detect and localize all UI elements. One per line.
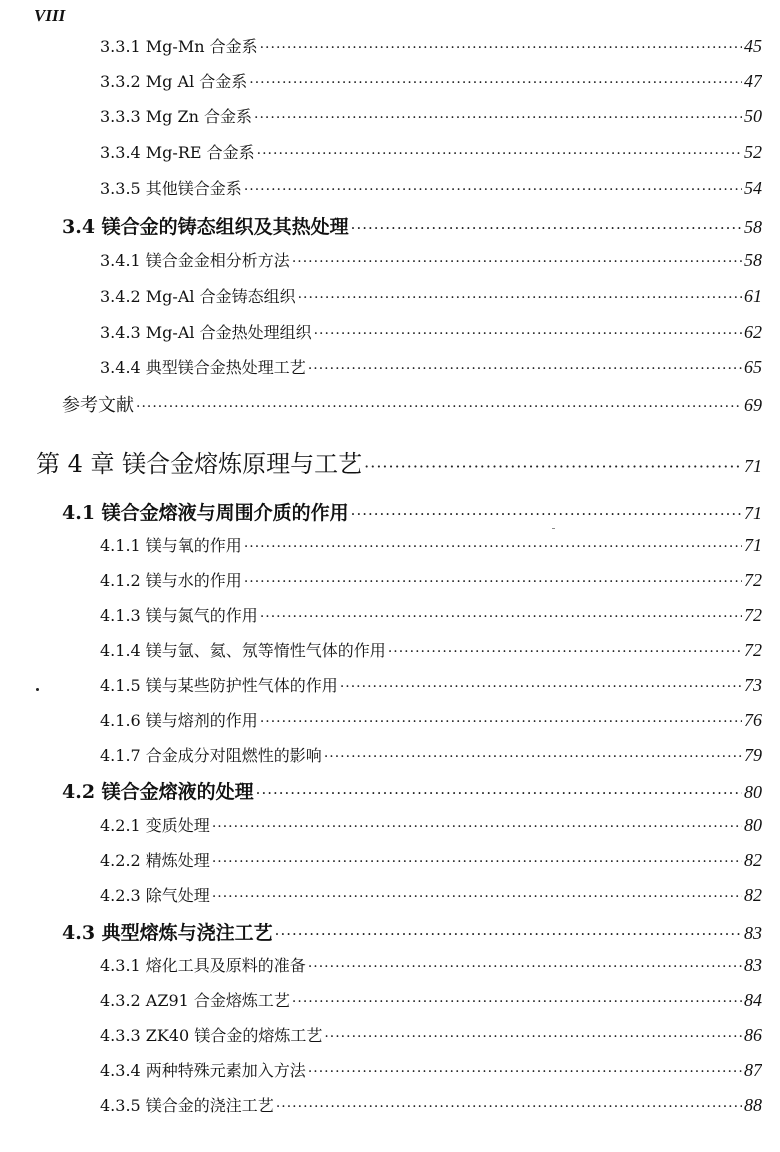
toc-entry <box>100 1023 762 1046</box>
toc-entry <box>100 638 762 661</box>
toc-entry-page: 47 <box>744 71 762 91</box>
toc-entry-page: 73 <box>744 675 762 695</box>
toc-entry <box>100 355 762 378</box>
dot-leader <box>249 75 742 91</box>
toc-entry-title: 4.1.5 镁与某些防护性气体的作用 <box>100 676 338 695</box>
toc-entry-page: 83 <box>744 955 762 975</box>
toc-entry-title: 第 4 章 镁合金熔炼原理与工艺 <box>36 450 363 478</box>
dot-leader <box>308 1064 742 1080</box>
toc-entry-title: 4.3.2 AZ91 合金熔炼工艺 <box>100 991 290 1010</box>
toc-entry <box>62 498 762 525</box>
toc-entry <box>100 104 762 127</box>
dot-leader <box>340 679 742 695</box>
toc-entry-title: 4.3.5 镁合金的浇注工艺 <box>100 1096 274 1115</box>
toc-entry <box>100 284 762 307</box>
dot-leader <box>257 146 742 162</box>
toc-entry-page: 52 <box>744 142 762 162</box>
toc-entry-page: 58 <box>744 250 762 270</box>
dot-leader <box>244 539 742 555</box>
dot-leader <box>292 254 742 270</box>
toc-entry-page: 61 <box>744 286 762 306</box>
toc-entry-page: 72 <box>744 640 762 660</box>
toc-entry <box>62 918 762 945</box>
toc-entry <box>62 212 762 239</box>
toc-entry <box>100 848 762 871</box>
scan-speck <box>552 528 555 529</box>
dot-leader <box>212 854 742 870</box>
toc-entry-page: 79 <box>744 745 762 765</box>
toc-entry-title: 参考文献 <box>62 395 134 416</box>
dot-leader <box>276 1099 742 1115</box>
toc-entry-title: 3.3.2 Mg Al 合金系 <box>100 72 248 91</box>
toc-entry <box>62 391 762 417</box>
dot-leader <box>314 326 742 342</box>
toc-entry-title: 4.3.1 熔化工具及原料的准备 <box>100 956 306 975</box>
toc-entry <box>100 533 762 556</box>
dot-leader <box>256 784 742 802</box>
toc-entry-title: 4.2.1 变质处理 <box>100 816 210 835</box>
toc-entry <box>36 444 762 479</box>
dot-leader <box>364 457 742 476</box>
toc-entry-title: 4.2 镁合金熔液的处理 <box>62 781 254 803</box>
toc-entry <box>100 248 762 271</box>
toc-entry-title: 3.4.2 Mg-Al 合金铸态组织 <box>100 287 296 306</box>
toc-entry-page: 80 <box>744 815 762 835</box>
toc-entry <box>100 1058 762 1081</box>
toc-entry-page: 50 <box>744 106 762 126</box>
toc-entry-page: 71 <box>744 456 762 476</box>
toc-entry-title: 3.4.1 镁合金金相分析方法 <box>100 251 290 270</box>
toc-entry-title: 3.3.4 Mg-RE 合金系 <box>100 143 255 162</box>
toc-entry <box>62 777 762 804</box>
toc-entry-page: 62 <box>744 322 762 342</box>
toc-entry-page: 54 <box>744 178 762 198</box>
dot-leader <box>254 110 742 126</box>
toc-entry <box>100 176 762 199</box>
toc-entry-title: 3.3.3 Mg Zn 合金系 <box>100 107 253 126</box>
dot-leader <box>260 609 742 625</box>
toc-entry <box>100 988 762 1011</box>
dot-leader <box>324 1029 742 1045</box>
toc-entry-title: 4.2.2 精炼处理 <box>100 851 210 870</box>
toc-entry-title: 4.3 典型熔炼与浇注工艺 <box>62 922 273 944</box>
dot-leader <box>244 574 742 590</box>
toc-entry-title: 3.4.4 典型镁合金热处理工艺 <box>100 358 306 377</box>
dot-leader <box>308 959 742 975</box>
toc-entry-title: 4.1.7 合金成分对阻燃性的影响 <box>100 746 322 765</box>
toc-entry-page: 86 <box>744 1025 762 1045</box>
toc-entry <box>100 603 762 626</box>
toc-entry <box>100 1093 762 1116</box>
toc-entry <box>100 708 762 731</box>
toc-entry <box>100 813 762 836</box>
toc-entry <box>100 568 762 591</box>
dot-leader <box>324 749 742 765</box>
toc-entry-page: 87 <box>744 1060 762 1080</box>
toc-entry <box>100 34 762 57</box>
toc-entry <box>100 320 762 343</box>
toc-entry-title: 4.1.3 镁与氮气的作用 <box>100 606 258 625</box>
toc-entry-page: 83 <box>744 923 762 943</box>
toc-entry-title: 4.1.2 镁与水的作用 <box>100 571 242 590</box>
toc-entry-title: 4.1.6 镁与熔剂的作用 <box>100 711 258 730</box>
page-number: VIII <box>34 6 66 25</box>
dot-leader <box>292 994 742 1010</box>
toc-entry-title: 4.1 镁合金熔液与周围介质的作用 <box>62 502 349 524</box>
toc-entry-page: 65 <box>744 357 762 377</box>
dot-leader <box>260 40 742 56</box>
toc-entry-title: 3.3.1 Mg-Mn 合金系 <box>100 37 258 56</box>
toc-entry-page: 72 <box>744 570 762 590</box>
dot-leader <box>244 182 742 198</box>
toc-entry <box>100 673 762 696</box>
dot-leader <box>260 714 742 730</box>
toc-entry <box>100 883 762 906</box>
toc-entry-page: 82 <box>744 850 762 870</box>
dot-leader <box>388 644 742 660</box>
toc-entry-title: 3.4.3 Mg-Al 合金热处理组织 <box>100 323 312 342</box>
toc-entry <box>100 743 762 766</box>
toc-entry <box>100 69 762 92</box>
toc-entry-page: 76 <box>744 710 762 730</box>
scan-speck <box>36 688 39 691</box>
toc-entry-title: 4.3.3 ZK40 镁合金的熔炼工艺 <box>100 1026 323 1045</box>
dot-leader <box>275 925 742 943</box>
toc-entry-title: 4.1.4 镁与氩、氦、氖等惰性气体的作用 <box>100 641 386 660</box>
toc-entry-title: 4.2.3 除气处理 <box>100 886 210 905</box>
dot-leader <box>212 889 742 905</box>
toc-entry-title: 3.3.5 其他镁合金系 <box>100 179 242 198</box>
toc-entry-page: 69 <box>744 395 762 415</box>
dot-leader <box>298 290 742 306</box>
toc-entry-title: 4.1.1 镁与氧的作用 <box>100 536 242 555</box>
toc-entry-title: 3.4 镁合金的铸态组织及其热处理 <box>62 216 349 238</box>
dot-leader <box>136 399 742 415</box>
toc-entry-page: 80 <box>744 782 762 802</box>
toc-entry-page: 45 <box>744 36 762 56</box>
toc-entry-title: 4.3.4 两种特殊元素加入方法 <box>100 1061 306 1080</box>
toc-entry-page: 82 <box>744 885 762 905</box>
toc-entry-page: 84 <box>744 990 762 1010</box>
toc-entry-page: 88 <box>744 1095 762 1115</box>
dot-leader <box>212 819 742 835</box>
toc-entry <box>100 953 762 976</box>
dot-leader <box>351 219 742 237</box>
dot-leader <box>308 361 742 377</box>
toc-entry-page: 71 <box>744 503 762 523</box>
dot-leader <box>351 505 742 523</box>
toc-entry-page: 58 <box>744 217 762 237</box>
toc-entry-page: 71 <box>744 535 762 555</box>
toc-entry-page: 72 <box>744 605 762 625</box>
toc-entry <box>100 140 762 163</box>
